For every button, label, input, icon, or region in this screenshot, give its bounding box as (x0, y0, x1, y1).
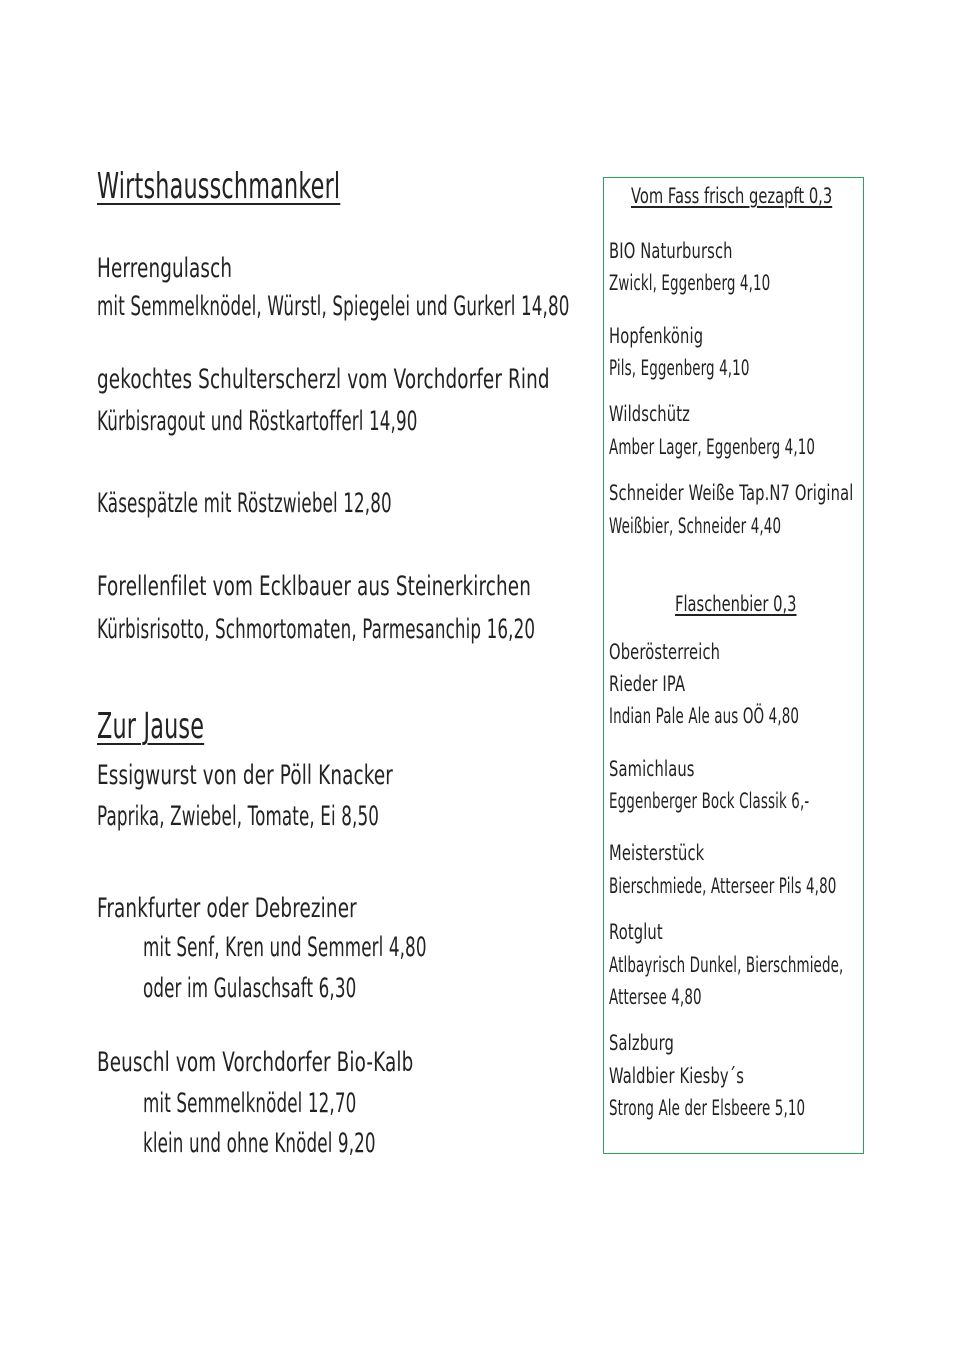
beer-name-schneider: Schneider Weiße Tap.N7 Original (609, 481, 854, 505)
dish-name-forellenfilet: Forellenfilet vom Ecklbauer aus Steinerkirchen (97, 571, 531, 602)
beer-desc-meisterstueck: Bierschmiede, Atterseer Pils 4,80 (609, 874, 837, 898)
dish-name-kaesespaetzle: Käsespätzle mit Röstzwiebel 12,80 (97, 488, 392, 519)
heading-wirtshausschmankerl: Wirtshausschmankerl (97, 166, 341, 207)
dish-name-herrengulasch: Herrengulasch (97, 253, 233, 284)
dish-name-schulterscherzl: gekochtes Schulterscherzl vom Vorchdorfer Rind (97, 364, 550, 395)
beer-desc-waldbier: Strong Ale der Elsbeere 5,10 (609, 1096, 806, 1120)
beer-name-hopfenkoenig: Hopfenkönig (609, 324, 704, 348)
beer-region-salzburg: Salzburg (609, 1031, 675, 1055)
beer-desc-bio-naturbursch: Zwickl, Eggenberg 4,10 (609, 271, 771, 295)
dish-desc-essigwurst: Paprika, Zwiebel, Tomate, Ei 8,50 (97, 801, 380, 832)
heading-zur-jause: Zur Jause (97, 706, 205, 747)
beer-desc-rotglut-1: Atlbayrisch Dunkel, Bierschmiede, (609, 953, 844, 977)
beer-region-oberoesterreich: Oberösterreich (609, 640, 721, 664)
dish-desc-schulterscherzl: Kürbisragout und Röstkartofferl 14,90 (97, 406, 418, 437)
beer-name-wildschuetz: Wildschütz (609, 402, 690, 426)
beer-desc-schneider: Weißbier, Schneider 4,40 (609, 514, 782, 538)
beer-section-title-fass: Vom Fass frisch gezapft 0,3 (631, 184, 833, 208)
beer-name-samichlaus: Samichlaus (609, 757, 695, 781)
dish-option-beuschl-2: klein und ohne Knödel 9,20 (143, 1128, 376, 1159)
beer-name-rotglut: Rotglut (609, 920, 663, 944)
dish-option-beuschl-1: mit Semmelknödel 12,70 (143, 1088, 357, 1119)
beer-name-waldbier: Waldbier Kiesby´s (609, 1064, 745, 1088)
beer-name-bio-naturbursch: BIO Naturbursch (609, 239, 733, 263)
dish-name-essigwurst: Essigwurst von der Pöll Knacker (97, 760, 393, 791)
beer-name-rieder-ipa: Rieder IPA (609, 672, 686, 696)
beer-desc-wildschuetz: Amber Lager, Eggenberg 4,10 (609, 435, 816, 459)
beer-desc-hopfenkoenig: Pils, Eggenberg 4,10 (609, 356, 750, 380)
beer-desc-samichlaus: Eggenberger Bock Classik 6,- (609, 789, 810, 813)
beer-desc-rieder-ipa: Indian Pale Ale aus OÖ 4,80 (609, 704, 800, 728)
dish-desc-herrengulasch: mit Semmelknödel, Würstl, Spiegelei und Gurkerl 14,80 (97, 291, 570, 322)
dish-name-frankfurter: Frankfurter oder Debreziner (97, 893, 357, 924)
dish-option-frankfurter-1: mit Senf, Kren und Semmerl 4,80 (143, 932, 427, 963)
beer-name-meisterstueck: Meisterstück (609, 841, 705, 865)
beer-desc-rotglut-2: Attersee 4,80 (609, 985, 702, 1009)
dish-desc-forellenfilet: Kürbisrisotto, Schmortomaten, Parmesanchip 16,20 (97, 614, 536, 645)
beer-section-title-flaschen: Flaschenbier 0,3 (675, 592, 797, 616)
dish-name-beuschl: Beuschl vom Vorchdorfer Bio-Kalb (97, 1047, 414, 1078)
dish-option-frankfurter-2: oder im Gulaschsaft 6,30 (143, 973, 357, 1004)
